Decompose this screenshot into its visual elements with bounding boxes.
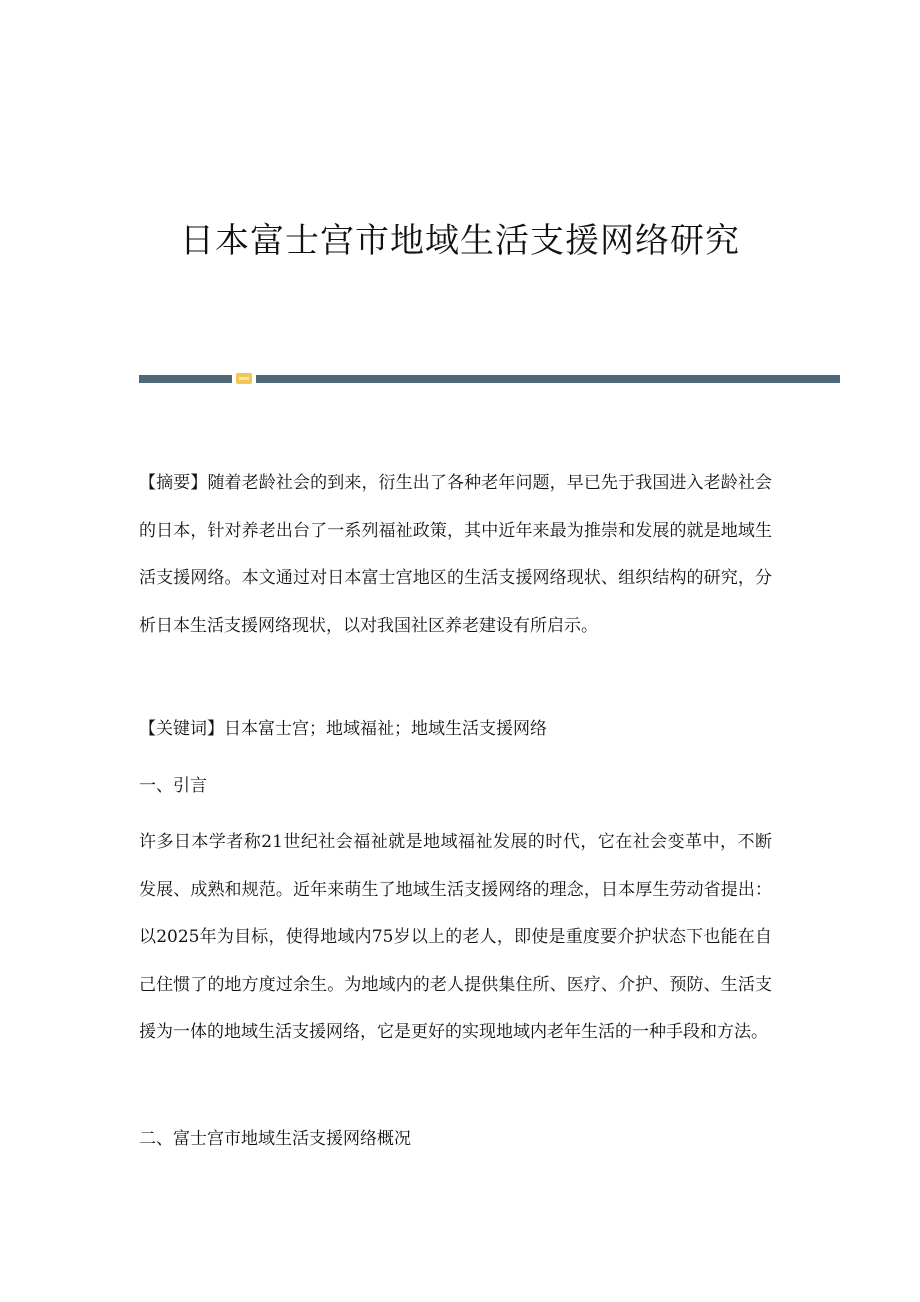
section-heading-introduction: 一、引言 [139, 776, 207, 796]
abstract-paragraph: 【摘要】随着老龄社会的到来，衍生出了各种老年问题，早已先于我国进入老龄社会的日本，针对养老出台了一系列福祉政策，其中近年来最为推崇和发展的就是地域生活支援网络。本文通过对日本富士宫地区的生活支援网络现状、组织结构的研究，分析日本生活支援网络现状，以对我国社区养老建设有所启示。 [139, 473, 772, 636]
document-title: 日本富士宫市地域生活支援网络研究 [180, 221, 740, 261]
keywords-line: 【关键词】日本富士宫；地域福祉；地域生活支援网络 [139, 719, 547, 739]
document-icon [236, 373, 252, 384]
introduction-paragraph: 许多日本学者称21世纪社会福祉就是地域福祉发展的时代，它在社会变革中，不断发展、成熟和规范。近年来萌生了地域生活支援网络的理念，日本厚生劳动省提出：以2025年为目标，使得地域内75岁以上的老人，即使是重度要介护状态下也能在自己住惯了的地方度过余生。为地域内的老人提供集住所、医疗、介护、预防、生活支援为一体的地域生活支援网络，它是更好的实现地域内老年生活的一种手段和方法。 [139, 832, 772, 1042]
divider-right-bar [256, 375, 840, 383]
section-heading-overview: 二、富士宫市地域生活支援网络概况 [139, 1129, 411, 1149]
divider-left-bar [139, 375, 232, 383]
